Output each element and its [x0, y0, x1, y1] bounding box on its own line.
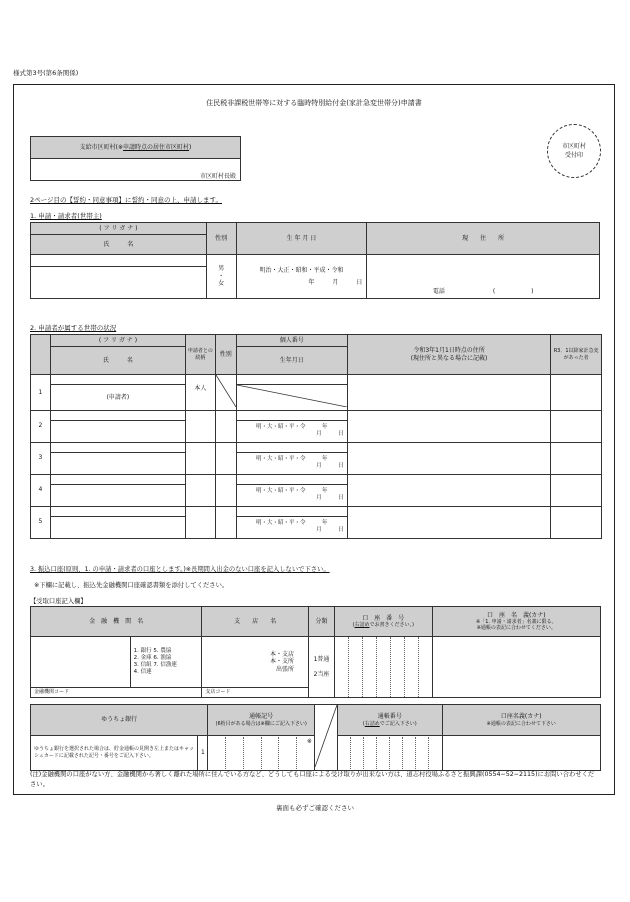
s2-row-gender-input[interactable] [215, 474, 236, 506]
yucho-symbol-title: 通帳記号 [249, 713, 274, 721]
s1-furigana-input[interactable] [31, 255, 207, 267]
bank-type-line3: 3. 信組 7. 信漁連 [133, 661, 177, 668]
category-header: 分類 [309, 607, 335, 637]
s2-row-personal-number[interactable] [236, 410, 347, 420]
s2-row-furigana-input[interactable] [50, 410, 185, 420]
s2-row-gender-input[interactable] [215, 442, 236, 474]
s2-eras: 明・大・昭・平・令 年 [256, 424, 328, 431]
branch-type1: 本・支店 [270, 650, 295, 658]
yucho-holder-header [442, 705, 600, 736]
account-number-note-rest: でお書きください。 [369, 622, 413, 629]
s2-row-personal-number[interactable] [236, 474, 347, 484]
s2-row-furigana-input[interactable] [50, 375, 185, 385]
s2-address-title: 令和3年1月1日時点の住所 [413, 347, 485, 354]
branch-code-label: 支店コード [205, 689, 231, 696]
s2-row-birthdate-slash [236, 385, 347, 411]
s1-address-header: 現 住 所 [367, 223, 600, 255]
yucho-holder-title: 口座名義(カナ) [500, 713, 542, 721]
s2-row-sudden-input[interactable] [551, 506, 602, 538]
section1-title: 1. 申請・請求者(世帯主) [30, 212, 102, 220]
s2-row-sudden-input[interactable] [551, 410, 602, 442]
s2-row-birthdate[interactable] [236, 516, 347, 538]
section2-title: 2. 申請者が属する世帯の状況 [30, 324, 117, 332]
s2-eras: 明・大・昭・平・令 年 [256, 456, 328, 463]
s2-row-gender-input[interactable] [215, 506, 236, 538]
recipient-suffix: 市区町村長殿 [199, 172, 236, 180]
s2-name-header: 氏 名 [50, 347, 185, 375]
s1-gender-header: 性別 [206, 223, 236, 255]
s2-row-name-input[interactable] [50, 516, 185, 538]
bank-code-label: 金融機関コード [34, 689, 70, 696]
bank-type-options[interactable] [130, 637, 202, 688]
s2-row-relation-input[interactable] [186, 442, 216, 474]
s2-row-no: 5 [31, 506, 51, 538]
s2-row-name-input[interactable] [50, 452, 185, 474]
section3-title-text: 3. 振込口座(原則、1. の申請・請求者の口座とします。)※長期間入出金のない口座を記入しないで下さい。 [30, 566, 330, 573]
s2-row-furigana-input[interactable] [50, 506, 185, 516]
recipient-input[interactable] [31, 159, 241, 181]
s2-row-birthdate[interactable] [236, 452, 347, 474]
yucho-holder-input[interactable] [442, 736, 600, 770]
branch-code-input[interactable] [202, 687, 309, 697]
s2-row-birthdate[interactable] [236, 420, 347, 442]
yucho-one: 1 [198, 736, 208, 770]
s2-row-no: 2 [31, 410, 51, 442]
s2-row-name-input[interactable] [50, 420, 185, 442]
s2-address-note: (現住所と異なる場合に記載) [410, 354, 488, 362]
branch-type3: 出張所 [276, 665, 295, 673]
s2-row-address-input[interactable] [347, 410, 550, 442]
s2-row-sudden-input[interactable] [551, 442, 602, 474]
s2-birthdate-header: 生年月日 [236, 347, 347, 375]
yucho-number-note-rest: でご記入下さい [379, 720, 415, 727]
s1-birthdate-header: 生 年 月 日 [236, 223, 367, 255]
recipient-label-suffix: ) [189, 143, 192, 151]
bank-type-line2: 2. 金庫 6. 漁協 [133, 655, 172, 662]
s2-personal-number-header: 個人番号 [236, 335, 347, 347]
category-ordinary: 1普通 [313, 655, 330, 663]
recipient-box [30, 136, 241, 181]
branch-input[interactable] [202, 637, 309, 688]
s2-row-no: 3 [31, 442, 51, 474]
s2-address-header [347, 335, 550, 375]
s2-row-sudden-input[interactable] [551, 474, 602, 506]
s2-row-sudden-input[interactable] [551, 375, 602, 411]
s2-row-furigana-input[interactable] [50, 442, 185, 452]
s2-row-personal-number[interactable] [236, 375, 347, 385]
bank-type-line1: 1. 銀行 5. 農協 [133, 648, 172, 655]
s2-row-address-input[interactable] [347, 442, 550, 474]
s2-row-no: 4 [31, 474, 51, 506]
form-number: 様式第3号(第6条関係) [13, 69, 79, 77]
bank-name-input[interactable] [31, 637, 131, 688]
recipient-label-prefix: 支給市区町村(※ [79, 143, 123, 151]
account-holder-note1: ※「1. 申請・請求者」名義に限る。 [476, 619, 557, 625]
slash-diagonal [216, 375, 236, 407]
back-note: 裏面も必ずご確認ください [276, 804, 354, 812]
section2-table [30, 334, 602, 539]
s1-eras: 明治・大正・昭和・平成・令和 [259, 266, 344, 274]
stamp-line1: 市区町村 [561, 143, 586, 150]
s1-gender-cell[interactable] [206, 255, 236, 299]
s1-name-header: 氏 名 [31, 235, 207, 255]
branch-type2: 本・支所 [270, 658, 295, 666]
s1-ymd: 年 月 日 [308, 279, 363, 286]
s2-sudden-change-header: R3．1以降家計急変があった者 [551, 335, 602, 375]
s2-row-address-input[interactable] [347, 474, 550, 506]
slash-diagonal [237, 385, 347, 407]
yucho-number-note: (右詰めでご記入下さい) [362, 720, 417, 727]
s2-row-birthdate[interactable] [236, 484, 347, 506]
stamp-line2: 受付印 [564, 152, 583, 159]
yucho-asterisk: ※ [306, 738, 312, 746]
s1-phone: 電話 ( ) [432, 287, 534, 295]
section1-table [30, 222, 600, 299]
account-holder-title: 口 座 名 義(カナ) [486, 611, 546, 619]
category-input[interactable] [309, 637, 335, 698]
s1-gender-male: 男 [218, 265, 225, 273]
bank-name-header: 金 融 機 関 名 [31, 607, 202, 637]
yucho-symbol-header [208, 705, 315, 736]
footnote: (注)金融機関の口座がない方、金融機関から著しく離れた場所に住んでいる方など、どうしても口座による受け取りが出来ない方は、道志村役場ふるさと振興課(0554−52−2115)にお問い合わせください。 [30, 771, 595, 789]
account-holder-note2: ※通帳の表記に合わせてください。 [476, 625, 556, 632]
yucho-holder-note: ※通帳の表記に合わせて下さい [486, 720, 556, 727]
s2-row-furigana-input[interactable] [50, 474, 185, 484]
yucho-table [30, 704, 601, 771]
yucho-number-title: 通帳番号 [377, 713, 402, 721]
s2-md: 月 日 [316, 527, 344, 533]
account-holder-input[interactable] [432, 637, 600, 698]
s2-md: 月 日 [316, 463, 344, 469]
branch-header: 支 店 名 [202, 607, 309, 637]
account-number-note-u: 右詰め [354, 622, 370, 629]
form-title: 住民税非課税世帯等に対する臨時特別給付金(家計急変世帯分)申請書 [206, 99, 422, 107]
section3-note: ※下欄に記載し、振込先金融機関口座確認書類を添付してください。 [34, 582, 229, 589]
s2-row-relation: 本人 [186, 375, 216, 411]
s2-relation-header: 申請者との続柄 [186, 335, 216, 375]
s2-no-header [31, 335, 51, 375]
s2-furigana-header: ( フ リ ガ ナ ) [50, 335, 185, 347]
yucho-number-header [337, 705, 442, 736]
s2-row-relation-input[interactable] [186, 506, 216, 538]
yucho-symbol-note: (6桁目がある場合は※欄にご記入下さい) [215, 720, 307, 727]
bank-code-input[interactable] [31, 687, 202, 697]
s1-address-cell[interactable] [367, 255, 600, 299]
intro-text: 2ページ目の【誓約・同意事項】に誓約・同意の上、申請します。 [30, 196, 222, 204]
yucho-slash [314, 705, 337, 771]
s2-row-name-input[interactable] [50, 385, 185, 411]
s1-furigana-header: ( フ リ ガ ナ ) [31, 223, 207, 235]
yucho-number-note-u: 右詰め [364, 720, 380, 727]
s2-gender-header: 性別 [215, 335, 236, 375]
s2-row-personal-number[interactable] [236, 506, 347, 516]
section3-title [30, 564, 330, 573]
account-holder-header [432, 607, 600, 637]
reception-stamp-circle [547, 124, 601, 178]
yucho-header: ゆうちょ銀行 [31, 705, 208, 736]
s2-row-gender-slash [215, 375, 236, 411]
s1-birthdate-cell[interactable] [236, 255, 367, 299]
s2-row-relation-input[interactable] [186, 474, 216, 506]
s2-md: 月 日 [316, 431, 344, 437]
s2-eras: 明・大・昭・平・令 年 [256, 488, 328, 495]
category-current: 2当座 [313, 671, 330, 678]
account-number-title: 口 座 番 号 [362, 614, 405, 622]
account-number-note: (右詰めでお書きください。) [352, 622, 414, 629]
s1-gender-female: 女 [218, 280, 225, 288]
s2-row-address-input[interactable] [347, 506, 550, 538]
s2-eras: 明・大・昭・平・令 年 [256, 520, 328, 527]
s2-row-relation-input[interactable] [186, 410, 216, 442]
yucho-description: ゆうちょ銀行を選択された場合は、貯金通帳の見開き左上またはキャッシュカードに記載された記号・番号をご記入下さい。 [31, 736, 198, 770]
s2-row-name-input[interactable] [50, 484, 185, 506]
account-box-title: 【受取口座記入欄】 [30, 598, 87, 605]
s2-row-no: 1 [31, 375, 51, 411]
account-number-header [334, 607, 432, 637]
s1-gender-dot: ・ [218, 272, 225, 280]
recipient-label [31, 137, 241, 159]
bank-account-table [30, 606, 601, 698]
account-number-input[interactable] [334, 637, 432, 698]
s2-row-applicant-note: (申請者) [106, 393, 130, 401]
slash-diagonal [315, 705, 337, 767]
s2-row-gender-input[interactable] [215, 410, 236, 442]
recipient-label-underlined: 申請時点の居住市区町村 [123, 143, 190, 151]
bank-type-line4: 4. 信連 [133, 668, 152, 675]
s2-row-personal-number[interactable] [236, 442, 347, 452]
s1-name-input[interactable] [31, 267, 207, 299]
s2-md: 月 日 [316, 495, 344, 501]
yucho-symbol-input[interactable] [208, 736, 315, 770]
s2-row-address-input[interactable] [347, 375, 550, 411]
yucho-number-input[interactable] [337, 736, 442, 770]
